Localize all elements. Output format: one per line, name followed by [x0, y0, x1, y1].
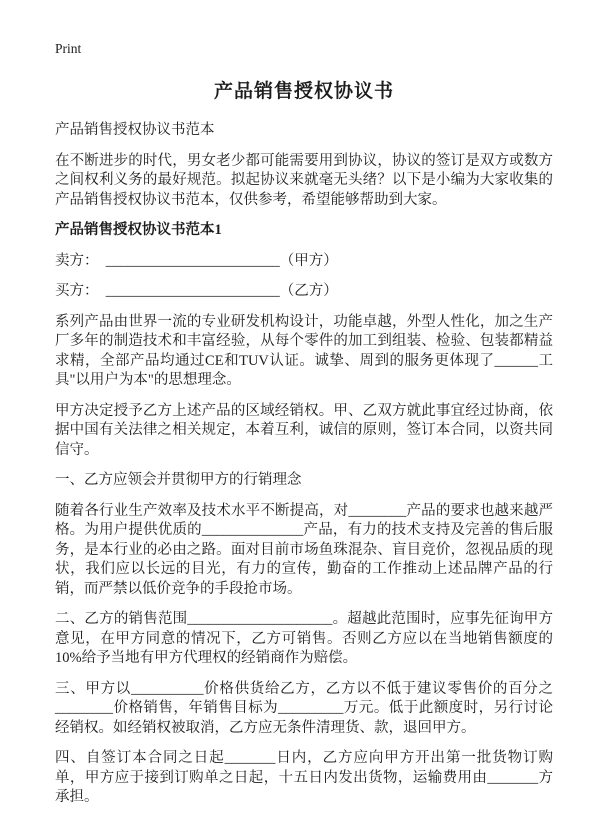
marketing-paragraph: 随着各行业生产效率及技术水平不断提高，对________产品的要求也越来越严格。为用户提供优质的______________产品，有力的技术支持及完善的售后服务，是本行业的必由之路。面对目前市场鱼珠混杂、盲目竞价，忽视品质的现状，我们应以长远的目光，有力的宣传，勤奋的工作推动上述品牌产品的行销，而严禁以低价竞争的手段抢市场。 [55, 502, 553, 597]
grant-paragraph: 甲方决定授予乙方上述产品的区域经销权。甲、乙双方就此事宜经过协商，依据中国有关法律之相关规定，本着互利，诚信的原则，签订本合同，以资共同信守。 [55, 402, 553, 458]
sample-heading: 产品销售授权协议书范本1 [55, 222, 222, 238]
product-description-paragraph: 系列产品由世界一流的专业研发机构设计，功能卓越，外型人性化，加之生产厂多年的制造技术和丰富经验，从每个零件的加工到组装、检验、包装都精益求精，全部产品均通过CE和TUV认证。诚挚、周到的服务更体现了______工具"以用户为本"的思想理念。 [55, 313, 553, 388]
seller-line: 卖方： ________________________（甲方） [55, 252, 338, 269]
intro-paragraph: 在不断进步的时代，男女老少都可能需要用到协议，协议的签订是双方或数方之间权利义务的最好规范。拟起协议来就毫无头绪？以下是小编为大家收集的产品销售授权协议书范本，仅供参考，希望能够帮助到大家。 [55, 152, 553, 208]
document-title: 产品销售授权协议书 [213, 81, 394, 102]
print-button[interactable]: Print [55, 41, 82, 56]
section-1-heading: 一、乙方应领会并贯彻甲方的行销理念 [55, 472, 302, 488]
buyer-line: 买方： ________________________（乙方） [55, 283, 338, 299]
sales-scope-paragraph: 二、乙方的销售范围____________________。超越此范围时，应事先征询甲方意见，在甲方同意的情况下，乙方可销售。否则乙方应以在当地销售额度的10%给予当地有甲方代理权的经销商作为赔偿。 [55, 611, 553, 666]
pricing-paragraph: 三、甲方以__________价格供货给乙方，乙方以不低于建议零售价的百分之________价格销售，年销售目标为_________万元。低于此额度时，另行讨论经销权。如经销权被取消，乙方应无条件清理货、款，退回甲方。 [55, 680, 553, 736]
document-subtitle: 产品销售授权协议书范本 [55, 122, 215, 138]
order-shipping-paragraph: 四、自签订本合同之日起_______日内，乙方应向甲方开出第一批货物订购单，甲方应于接到订购单之日起，十五日内发出货物，运输费用由_______方承担。 [55, 750, 553, 805]
